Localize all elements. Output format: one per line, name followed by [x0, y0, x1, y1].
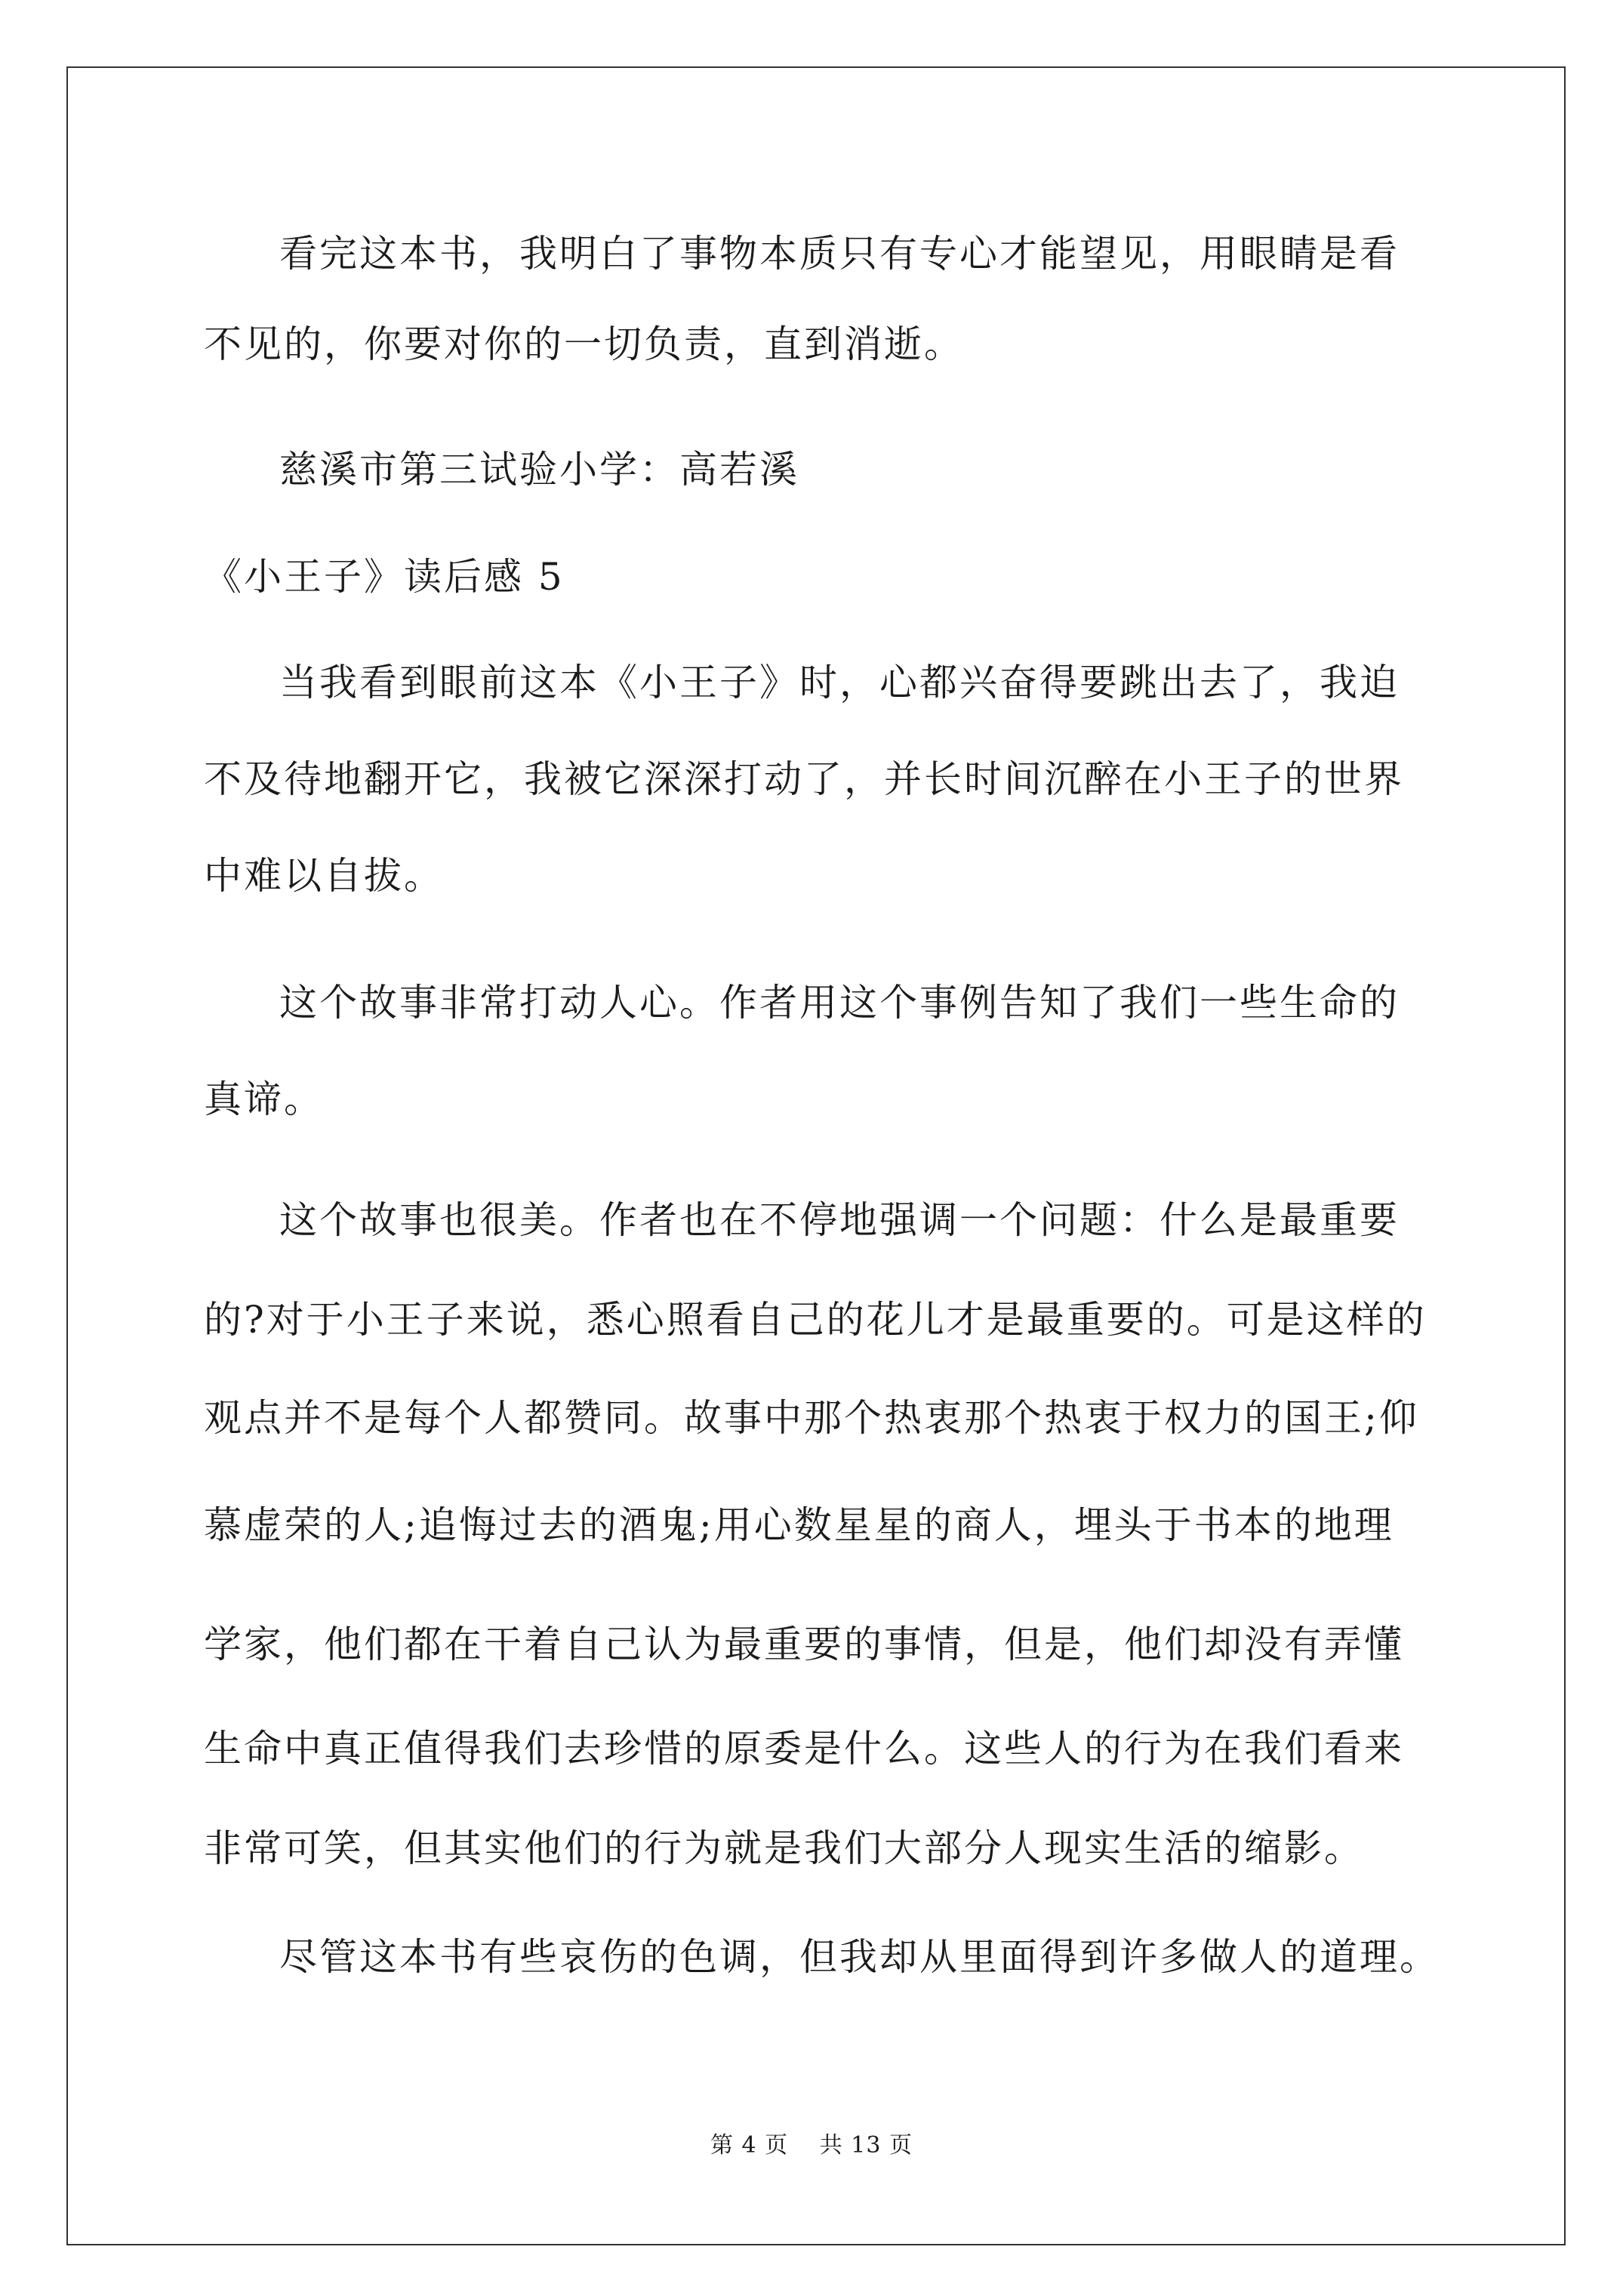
paragraph-line: 学家，他们都在干着自己认为最重要的事情，但是，他们却没有弄懂: [204, 1623, 1404, 1666]
page-border: [66, 66, 1566, 2245]
paragraph-line: 这个故事也很美。作者也在不停地强调一个问题：什么是最重要: [279, 1198, 1400, 1242]
paragraph-line: 中难以自拔。: [204, 854, 444, 898]
paragraph-line: 不见的，你要对你的一切负责，直到消逝。: [204, 322, 964, 366]
paragraph-line: 非常可笑，但其实他们的行为就是我们大部分人现实生活的缩影。: [204, 1826, 1364, 1870]
section-heading: 《小王子》读后感 5: [204, 555, 565, 599]
paragraph-line: 慕虚荣的人;追悔过去的酒鬼;用心数星星的商人，埋头于书本的地理: [204, 1503, 1394, 1547]
paragraph-line: 生命中真正值得我们去珍惜的原委是什么。这些人的行为在我们看来: [204, 1727, 1404, 1771]
signature-line: 慈溪市第三试验小学：高若溪: [279, 448, 799, 492]
paragraph-line: 不及待地翻开它，我被它深深打动了，并长时间沉醉在小王子的世界: [204, 757, 1404, 801]
page-number-footer: 第 4 页 共 13 页: [710, 2132, 913, 2159]
paragraph-line: 观点并不是每个人都赞同。故事中那个热衷那个热衷于权力的国王;仰: [204, 1396, 1419, 1440]
paragraph-line: 这个故事非常打动人心。作者用这个事例告知了我们一些生命的: [279, 981, 1400, 1025]
paragraph-line: 当我看到眼前这本《小王子》时，心都兴奋得要跳出去了，我迫: [279, 661, 1400, 704]
paragraph-line: 真谛。: [204, 1077, 324, 1121]
paragraph-line: 的?对于小王子来说，悉心照看自己的花儿才是最重要的。可是这样的: [204, 1298, 1427, 1342]
paragraph-line: 尽管这本书有些哀伤的色调，但我却从里面得到许多做人的道理。: [279, 1935, 1440, 1979]
paragraph-line: 看完这本书，我明白了事物本质只有专心才能望见，用眼睛是看: [279, 232, 1400, 276]
